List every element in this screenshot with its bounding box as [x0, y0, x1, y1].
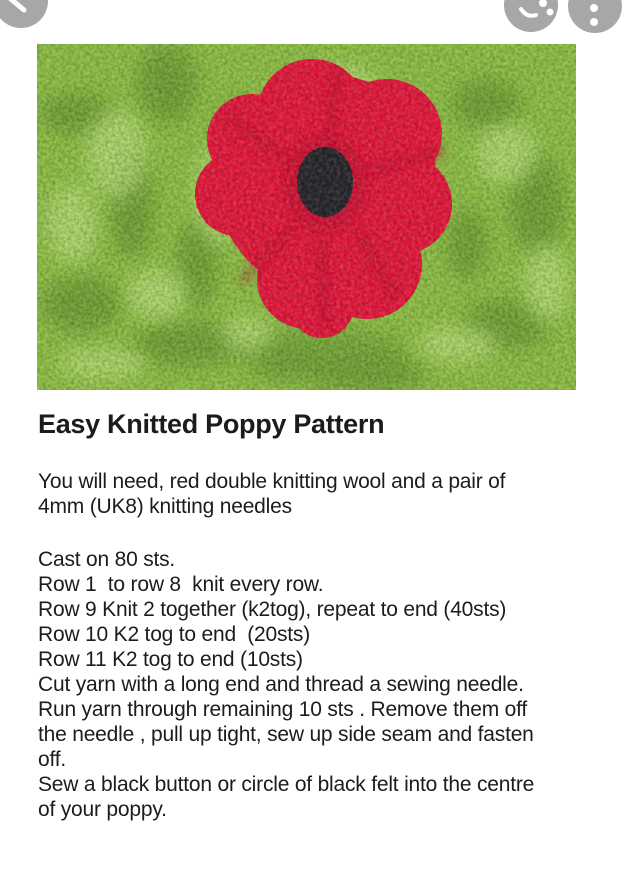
share-button[interactable] — [504, 0, 558, 32]
text-line: Row 11 K2 tog to end (10sts) — [38, 648, 303, 671]
text-line: You will need, red double knitting wool and a pair of — [38, 470, 506, 493]
poppy-photo — [37, 44, 576, 390]
page-title: Easy Knitted Poppy Pattern — [38, 409, 385, 439]
pattern-article — [38, 408, 593, 821]
back-icon — [0, 0, 48, 28]
poppy-photo-graphic — [37, 44, 576, 390]
text-line: Run yarn through remaining 10 sts . Remove them off — [38, 698, 528, 721]
text-line: Sew a black button or circle of black felt into the centre — [38, 773, 535, 796]
text-line: off. — [38, 748, 67, 771]
text-line: Row 9 Knit 2 together (k2tog), repeat to end (40sts) — [38, 598, 507, 621]
text-line: Cast on 80 sts. — [38, 548, 176, 571]
text-line: Row 10 K2 tog to end (20sts) — [38, 623, 311, 646]
text-line: Cut yarn with a long end and thread a sewing needle. — [38, 673, 524, 696]
share-icon — [504, 0, 558, 32]
materials-paragraph — [38, 469, 505, 519]
text-line: 4mm (UK8) knitting needles — [38, 495, 292, 518]
back-button[interactable] — [0, 0, 48, 28]
more-options-button[interactable] — [568, 0, 622, 33]
kebab-menu-icon — [568, 0, 622, 33]
instructions-paragraph — [38, 547, 534, 822]
text-line: the needle , pull up tight, sew up side seam and fasten — [38, 723, 534, 746]
text-line: of your poppy. — [38, 798, 167, 821]
text-line: Row 1 to row 8 knit every row. — [38, 573, 324, 596]
